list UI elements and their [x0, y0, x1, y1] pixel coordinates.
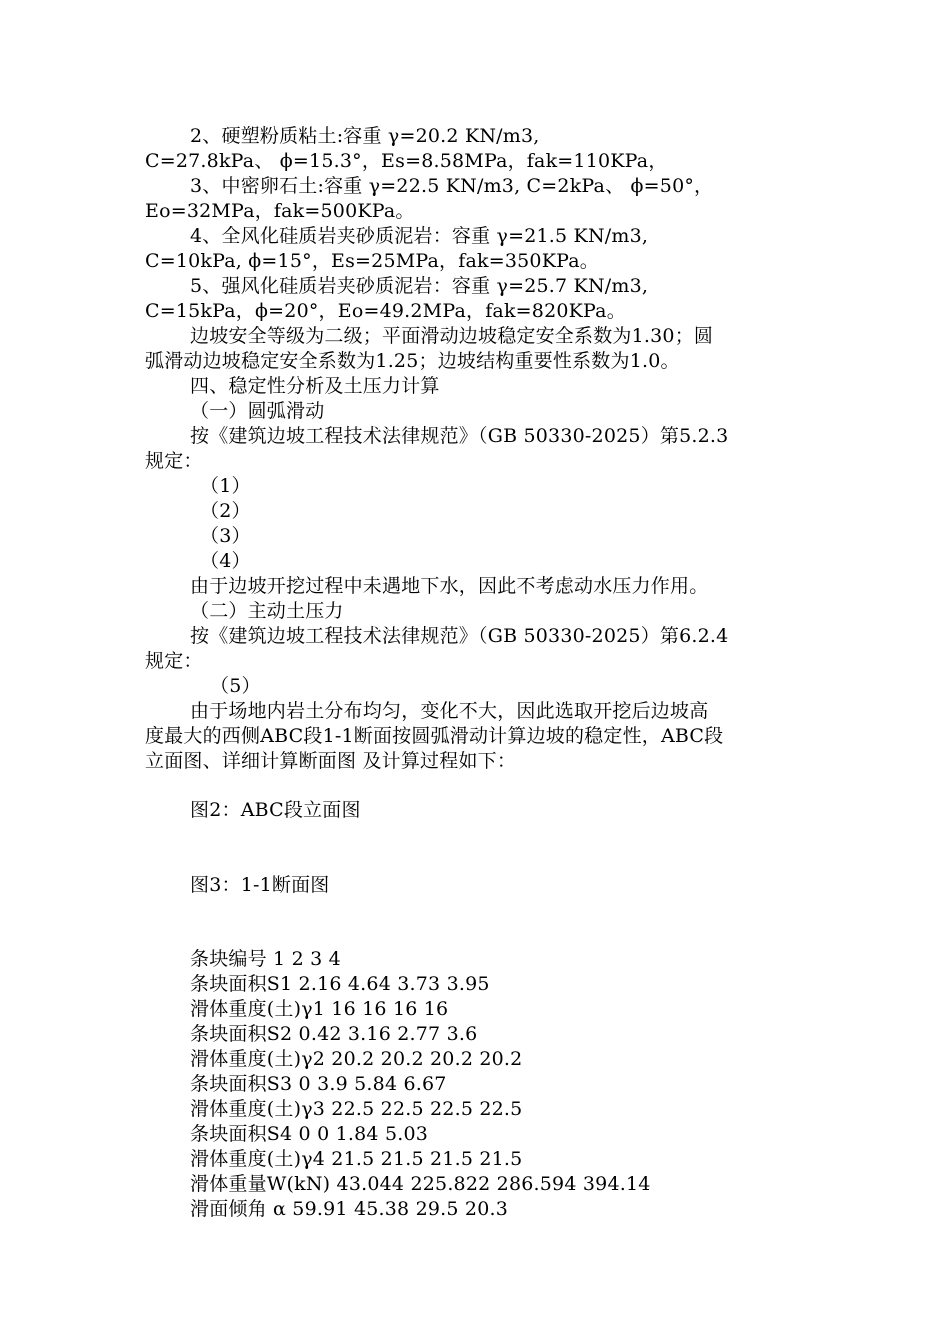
table-row-unit-weight-2: 滑体重度(土)γ2 20.2 20.2 20.2 20.2 [190, 1048, 523, 1070]
soil-layer-3-line-1: 3、中密卵石土:容重 γ=22.5 KN/m3, C=2kPa、 ϕ=50°， [190, 175, 714, 197]
formula-4-label: （4） [200, 550, 251, 572]
subsection-heading-2: （二）主动土压力 [190, 600, 344, 622]
table-row-area-s1: 条块面积S1 2.16 4.64 3.73 3.95 [190, 973, 490, 995]
soil-layer-4-line-2: C=10kPa, ϕ=15°，Es=25MPa，fak=350KPa。 [145, 250, 599, 272]
soil-layer-5-line-2: C=15kPa，ϕ=20°，Eo=49.2MPa，fak=820KPa。 [145, 300, 626, 322]
table-row-slip-angle: 滑面倾角 α 59.91 45.38 29.5 20.3 [190, 1198, 509, 1220]
table-row-unit-weight-1: 滑体重度(土)γ1 16 16 16 16 [190, 998, 449, 1020]
soil-layer-3-line-2: Eo=32MPa，fak=500KPa。 [145, 200, 415, 222]
groundwater-note: 由于边坡开挖过程中未遇地下水，因此不考虑动水压力作用。 [190, 575, 709, 597]
safety-grade-line-2: 弧滑动边坡稳定安全系数为1.25；边坡结构重要性系数为1.0。 [145, 350, 680, 372]
formula-5-label: （5） [210, 675, 261, 697]
figure-2-caption: 图2：ABC段立面图 [190, 799, 361, 821]
formula-1-label: （1） [200, 475, 251, 497]
formula-2-label: （2） [200, 500, 251, 522]
table-row-unit-weight-4: 滑体重度(土)γ4 21.5 21.5 21.5 21.5 [190, 1148, 523, 1170]
soil-layer-2-line-2: C=27.8kPa、 ϕ=15.3°，Es=8.58MPa，fak=110KPa， [145, 150, 668, 172]
table-row-slice-number: 条块编号 1 2 3 4 [190, 948, 341, 970]
code-reference-1-line-1: 按《建筑边坡工程技术法律规范》（GB 50330-2025）第5.2.3 [190, 425, 729, 447]
formula-3-label: （3） [200, 525, 251, 547]
figure-3-caption: 图3：1-1断面图 [190, 874, 330, 896]
section-heading-4: 四、稳定性分析及土压力计算 [190, 375, 440, 397]
soil-layer-2-line-1: 2、硬塑粉质粘土:容重 γ=20.2 KN/m3, [190, 125, 540, 147]
table-row-area-s2: 条块面积S2 0.42 3.16 2.77 3.6 [190, 1023, 478, 1045]
code-reference-1-line-2: 规定： [145, 450, 203, 472]
code-reference-2-line-1: 按《建筑边坡工程技术法律规范》（GB 50330-2025）第6.2.4 [190, 625, 729, 647]
section-choice-line-3: 立面图、详细计算断面图 及计算过程如下： [145, 750, 517, 772]
soil-layer-4-line-1: 4、全风化硅质岩夹砂质泥岩：容重 γ=21.5 KN/m3, [190, 225, 649, 247]
subsection-heading-1: （一）圆弧滑动 [190, 400, 325, 422]
table-row-slide-weight: 滑体重量W(kN) 43.044 225.822 286.594 394.14 [190, 1173, 651, 1195]
soil-layer-5-line-1: 5、强风化硅质岩夹砂质泥岩：容重 γ=25.7 KN/m3, [190, 275, 649, 297]
section-choice-line-2: 度最大的西侧ABC段1-1断面按圆弧滑动计算边坡的稳定性，ABC段 [145, 725, 724, 747]
table-row-area-s4: 条块面积S4 0 0 1.84 5.03 [190, 1123, 429, 1145]
code-reference-2-line-2: 规定： [145, 650, 203, 672]
safety-grade-line-1: 边坡安全等级为二级；平面滑动边坡稳定安全系数为1.30；圆 [190, 325, 714, 347]
table-row-unit-weight-3: 滑体重度(土)γ3 22.5 22.5 22.5 22.5 [190, 1098, 523, 1120]
section-choice-line-1: 由于场地内岩土分布均匀，变化不大，因此选取开挖后边坡高 [190, 700, 709, 722]
table-row-area-s3: 条块面积S3 0 3.9 5.84 6.67 [190, 1073, 447, 1095]
